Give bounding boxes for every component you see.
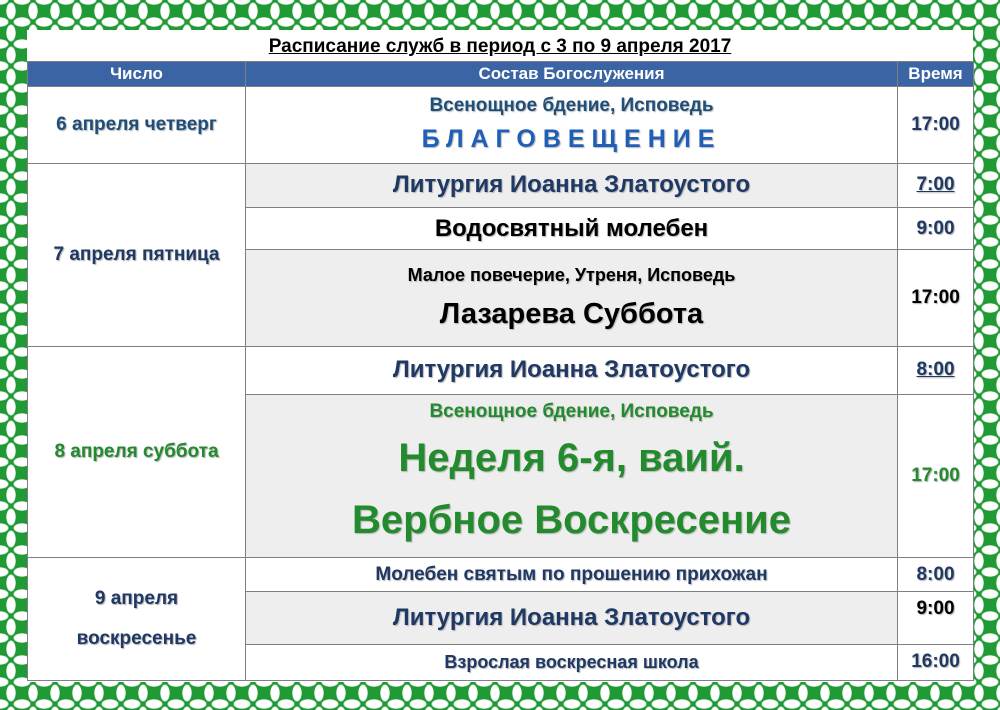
time-cell: 17:00	[898, 395, 974, 558]
table-header-row	[28, 62, 974, 87]
time-cell: 17:00	[898, 87, 974, 163]
schedule-table	[27, 61, 974, 681]
feast-name: Неделя 6-я, ваий. Вербное Воскресение	[352, 436, 791, 543]
schedule-sheet	[27, 30, 973, 682]
service-line: Малое повечерие, Утреня, Исповедь	[407, 264, 736, 285]
feast-name: Лазарева Суббота	[439, 297, 704, 330]
service-cell	[246, 395, 898, 558]
time-cell: 8:00	[898, 558, 974, 592]
page-title: Расписание служб в период с 3 по 9 апреля 2017	[268, 36, 732, 57]
time-cell: 16:00	[898, 644, 974, 680]
time-cell: 9:00	[898, 207, 974, 249]
service-cell: Литургия Иоанна Златоустого	[246, 346, 898, 394]
day-label-line: воскресенье	[76, 628, 197, 650]
table-row	[28, 87, 974, 163]
table-row	[28, 558, 974, 592]
day-label-line: 9 апреля	[94, 587, 179, 609]
header-time: Время	[898, 62, 974, 87]
time-cell: 7:00	[898, 163, 974, 207]
service-cell: Литургия Иоанна Златоустого	[246, 592, 898, 644]
day-cell: 6 апреля четверг	[28, 87, 246, 163]
header-date: Число	[28, 62, 246, 87]
service-line: Всенощное бдение, Исповедь	[429, 95, 714, 117]
time-cell: 17:00	[898, 250, 974, 347]
day-cell: 7 апреля пятница	[28, 163, 246, 346]
service-cell	[246, 250, 898, 347]
day-cell: 8 апреля суббота	[28, 346, 246, 557]
service-cell: Водосвятный молебен	[246, 207, 898, 249]
service-cell	[246, 87, 898, 163]
time-cell: 8:00	[898, 346, 974, 394]
service-cell: Литургия Иоанна Златоустого	[246, 163, 898, 207]
day-cell	[28, 558, 246, 681]
service-cell: Взрослая воскресная школа	[246, 644, 898, 680]
table-row	[28, 163, 974, 207]
header-service: Состав Богослужения	[246, 62, 898, 87]
feast-name: БЛАГОВЕЩЕНИЕ	[421, 125, 722, 154]
time-cell: 9:00	[898, 592, 974, 644]
service-cell: Молебен святым по прошению прихожан	[246, 558, 898, 592]
service-line: Всенощное бдение, Исповедь	[429, 401, 714, 423]
table-row	[28, 346, 974, 394]
